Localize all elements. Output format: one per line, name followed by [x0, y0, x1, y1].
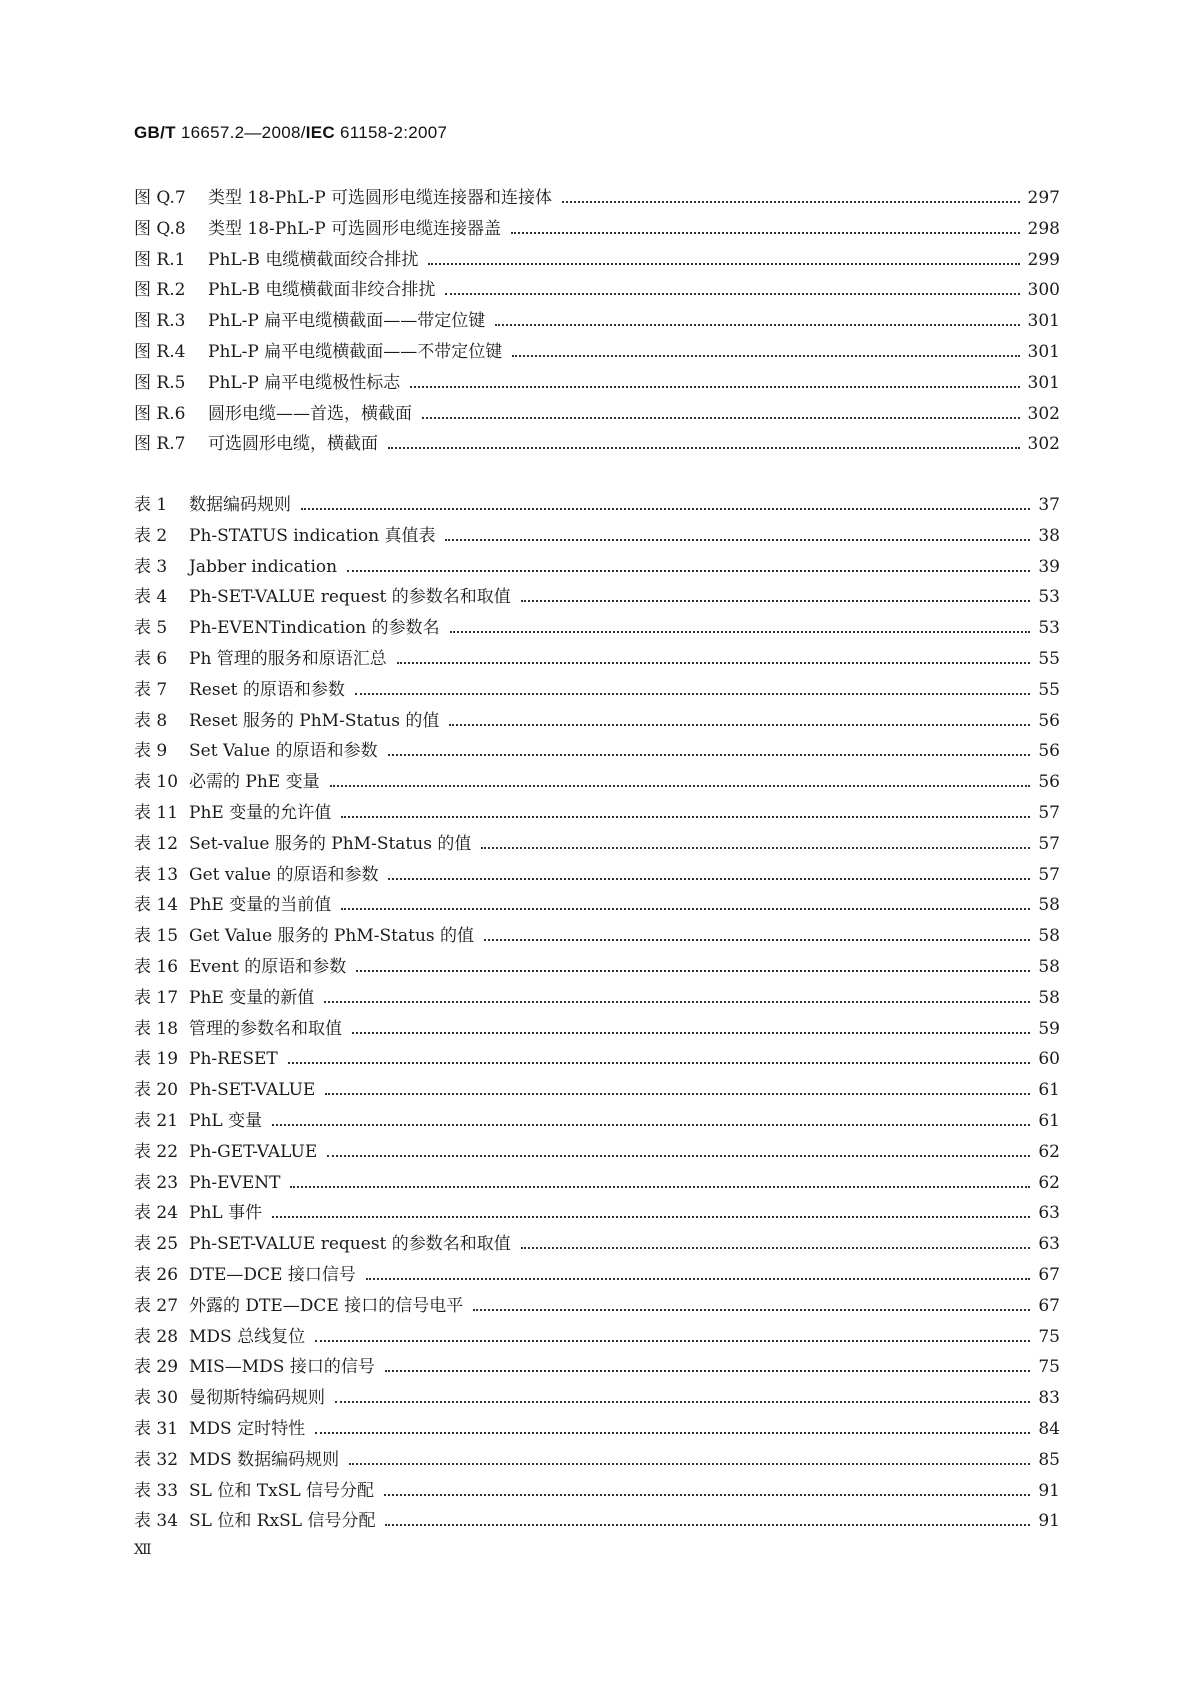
entry-page: 55: [1038, 679, 1060, 700]
entry-number: 表 1: [134, 495, 168, 515]
dot-leader: [410, 385, 1019, 388]
table-toc-entry[interactable]: [134, 552, 1060, 583]
entry-title: 类型 18-PhL-P 可选圆形电缆连接器和连接体: [208, 188, 553, 208]
entry-number: 表 27: [134, 1295, 179, 1316]
dot-leader: [288, 1061, 1030, 1064]
entry-title: PhE 变量的新值: [189, 987, 315, 1008]
entry-page: 300: [1027, 280, 1060, 301]
table-toc-entry[interactable]: [134, 644, 1060, 675]
dot-leader: [315, 1339, 1030, 1342]
entry-page: 84: [1038, 1418, 1060, 1439]
entry-title: MIS—MDS 接口的信号: [189, 1357, 375, 1378]
dot-leader: [290, 1185, 1030, 1188]
entry-page: 61: [1038, 1110, 1060, 1131]
table-toc-entry[interactable]: [134, 983, 1060, 1014]
entry-page: 83: [1038, 1388, 1060, 1409]
entry-page: 57: [1038, 802, 1060, 823]
entry-title: 可选圆形电缆，横截面: [208, 434, 378, 455]
entry-number: 表 11: [134, 802, 179, 823]
entry-title: Ph 管理的服务和原语汇总: [189, 648, 387, 669]
entry-number: 表 26: [134, 1264, 179, 1285]
entry-number: 表 13: [134, 864, 179, 885]
dot-leader: [347, 569, 1030, 572]
entry-page: 63: [1038, 1203, 1060, 1224]
document-header: [134, 123, 447, 143]
entry-number: 表 24: [134, 1203, 179, 1224]
entry-page: 297: [1027, 188, 1060, 208]
dot-leader: [445, 292, 1019, 295]
dot-leader: [512, 354, 1019, 357]
dot-leader: [562, 200, 1020, 203]
table-toc-entry[interactable]: [134, 1383, 1060, 1414]
entry-title: 必需的 PhE 变量: [189, 772, 320, 793]
entry-number: 图 R.4: [134, 341, 186, 362]
entry-page: 56: [1038, 741, 1060, 762]
iec-number: 61158-2:2007: [334, 123, 448, 142]
entry-page: 67: [1038, 1264, 1060, 1285]
table-toc-entry[interactable]: [134, 1291, 1060, 1322]
table-toc-entry[interactable]: [134, 1445, 1060, 1476]
entry-title: SL 位和 RxSL 信号分配: [189, 1511, 376, 1532]
entry-title: Set-value 服务的 PhM-Status 的值: [189, 833, 472, 854]
entry-title: DTE—DCE 接口信号: [189, 1264, 356, 1285]
entry-number: 表 29: [134, 1357, 179, 1378]
table-toc-entry[interactable]: [134, 490, 1060, 521]
dot-leader: [366, 1277, 1030, 1280]
entry-page: 301: [1027, 341, 1060, 362]
entry-page: 301: [1027, 311, 1060, 332]
table-toc-entry[interactable]: [134, 890, 1060, 921]
entry-title: Event 的原语和参数: [189, 956, 347, 977]
dot-leader: [327, 1154, 1030, 1157]
entry-title: SL 位和 TxSL 信号分配: [189, 1480, 375, 1501]
entry-title: Set Value 的原语和参数: [189, 741, 378, 762]
entry-title: Ph-SET-VALUE: [189, 1080, 316, 1101]
dot-leader: [349, 1462, 1030, 1465]
entry-title: 管理的参数名和取值: [189, 1018, 342, 1039]
table-toc-entry[interactable]: [134, 1106, 1060, 1137]
table-toc-entry[interactable]: [134, 921, 1060, 952]
dot-leader: [385, 1369, 1030, 1372]
entry-title: Get value 的原语和参数: [189, 864, 379, 885]
entry-number: 表 6: [134, 648, 168, 669]
table-toc-entry[interactable]: [134, 952, 1060, 983]
entry-page: 53: [1038, 587, 1060, 608]
entry-title: PhL-P 扁平电缆横截面——带定位键: [208, 311, 486, 332]
entry-title: PhE 变量的当前值: [189, 895, 332, 916]
dot-leader: [397, 661, 1030, 664]
dot-leader: [335, 1400, 1030, 1403]
dot-leader: [325, 1092, 1030, 1095]
page-number: Ⅻ: [134, 1542, 152, 1558]
entry-page: 302: [1027, 403, 1060, 424]
entry-number: 表 30: [134, 1388, 179, 1409]
standard-number: 16657.2—2008/: [175, 123, 306, 142]
entry-title: 数据编码规则: [189, 495, 291, 515]
entry-page: 85: [1038, 1449, 1060, 1470]
entry-page: 56: [1038, 772, 1060, 793]
entry-title: 类型 18-PhL-P 可选圆形电缆连接器盖: [208, 218, 502, 239]
entry-title: PhL 事件: [189, 1203, 263, 1224]
figure-toc-entry[interactable]: [134, 399, 1060, 430]
entry-number: 表 31: [134, 1418, 179, 1439]
table-toc-entry[interactable]: [134, 1198, 1060, 1229]
entry-title: MDS 数据编码规则: [189, 1449, 340, 1470]
entry-page: 57: [1038, 833, 1060, 854]
entry-number: 表 23: [134, 1172, 179, 1193]
figure-toc-entry[interactable]: [134, 214, 1060, 245]
entry-page: 53: [1038, 618, 1060, 639]
entry-page: 61: [1038, 1080, 1060, 1101]
dot-leader: [481, 846, 1030, 849]
entry-page: 55: [1038, 648, 1060, 669]
table-toc-entry[interactable]: [134, 767, 1060, 798]
figures-toc-list: [134, 183, 1060, 460]
entry-page: 57: [1038, 864, 1060, 885]
dot-leader: [356, 969, 1030, 972]
dot-leader: [388, 753, 1030, 756]
entry-page: 56: [1038, 710, 1060, 731]
dot-leader: [449, 723, 1030, 726]
entry-title: Get Value 服务的 PhM-Status 的值: [189, 926, 475, 947]
entry-title: Ph-STATUS indication 真值表: [189, 525, 436, 546]
standard-code: GB/T: [134, 123, 176, 142]
table-toc-entry[interactable]: [134, 1476, 1060, 1507]
entry-page: 91: [1038, 1480, 1060, 1501]
table-toc-entry[interactable]: [134, 1014, 1060, 1045]
dot-leader: [385, 1523, 1030, 1526]
entry-page: 62: [1038, 1141, 1060, 1162]
entry-number: 表 2: [134, 525, 168, 546]
entry-page: 62: [1038, 1172, 1060, 1193]
dot-leader: [521, 599, 1030, 602]
dot-leader: [428, 262, 1019, 265]
entry-number: 表 17: [134, 987, 179, 1008]
table-toc-entry[interactable]: [134, 736, 1060, 767]
dot-leader: [341, 815, 1030, 818]
entry-number: 表 9: [134, 741, 168, 762]
entry-title: PhL-B 电缆横截面绞合排扰: [208, 249, 419, 270]
dot-leader: [355, 692, 1030, 695]
entry-number: 图 Q.8: [134, 218, 186, 239]
entry-title: 外露的 DTE—DCE 接口的信号电平: [189, 1295, 464, 1316]
entry-page: 75: [1038, 1326, 1060, 1347]
figure-toc-entry[interactable]: [134, 429, 1060, 460]
entry-page: 67: [1038, 1295, 1060, 1316]
dot-leader: [473, 1308, 1030, 1311]
entry-page: 58: [1038, 956, 1060, 977]
entry-number: 表 32: [134, 1449, 179, 1470]
table-toc-entry[interactable]: [134, 1414, 1060, 1445]
entry-number: 表 18: [134, 1018, 179, 1039]
entry-number: 图 Q.7: [134, 188, 186, 208]
table-toc-entry[interactable]: [134, 860, 1060, 891]
table-toc-entry[interactable]: [134, 829, 1060, 860]
entry-number: 图 R.5: [134, 372, 186, 393]
entry-page: 63: [1038, 1234, 1060, 1255]
entry-number: 图 R.6: [134, 403, 186, 424]
entry-page: 301: [1027, 372, 1060, 393]
entry-number: 表 14: [134, 895, 179, 916]
entry-page: 58: [1038, 895, 1060, 916]
dot-leader: [315, 1431, 1030, 1434]
dot-leader: [511, 231, 1020, 234]
entry-number: 表 16: [134, 956, 179, 977]
entry-title: Ph-EVENTindication 的参数名: [189, 618, 440, 639]
entry-number: 表 15: [134, 926, 179, 947]
table-toc-entry[interactable]: [134, 1137, 1060, 1168]
entry-title: MDS 总线复位: [189, 1326, 306, 1347]
dot-leader: [301, 507, 1030, 510]
entry-number: 表 25: [134, 1234, 179, 1255]
entry-title: Ph-SET-VALUE request 的参数名和取值: [189, 587, 511, 608]
entry-number: 表 21: [134, 1110, 179, 1131]
entry-page: 75: [1038, 1357, 1060, 1378]
entry-title: Ph-SET-VALUE request 的参数名和取值: [189, 1234, 511, 1255]
entry-page: 302: [1027, 434, 1060, 455]
entry-title: 曼彻斯特编码规则: [189, 1388, 325, 1409]
entry-title: Jabber indication: [189, 556, 338, 577]
table-toc-entry[interactable]: [134, 798, 1060, 829]
dot-leader: [324, 1000, 1030, 1003]
dot-leader: [272, 1215, 1030, 1218]
dot-leader: [484, 938, 1030, 941]
entry-number: 表 22: [134, 1141, 179, 1162]
table-toc-entry[interactable]: [134, 582, 1060, 613]
table-toc-entry[interactable]: [134, 1260, 1060, 1291]
entry-title: MDS 定时特性: [189, 1418, 306, 1439]
entry-page: 299: [1027, 249, 1060, 270]
entry-number: 图 R.2: [134, 280, 186, 301]
entry-page: 38: [1038, 525, 1060, 546]
entry-number: 表 20: [134, 1080, 179, 1101]
entry-number: 图 R.7: [134, 434, 186, 455]
entry-title: Reset 服务的 PhM-Status 的值: [189, 710, 440, 731]
figure-toc-entry[interactable]: [134, 275, 1060, 306]
dot-leader: [272, 1123, 1030, 1126]
entry-title: Ph-EVENT: [189, 1172, 281, 1193]
entry-title: Reset 的原语和参数: [189, 679, 345, 700]
entry-number: 表 3: [134, 556, 168, 577]
table-toc-entry[interactable]: [134, 1352, 1060, 1383]
entry-title: PhE 变量的允许值: [189, 802, 332, 823]
table-toc-entry[interactable]: [134, 1168, 1060, 1199]
entry-page: 39: [1038, 556, 1060, 577]
entry-page: 58: [1038, 926, 1060, 947]
entry-title: PhL-B 电缆横截面非绞合排扰: [208, 280, 436, 301]
table-toc-entry[interactable]: [134, 521, 1060, 552]
entry-title: PhL 变量: [189, 1110, 263, 1131]
dot-leader: [388, 877, 1030, 880]
table-toc-entry[interactable]: [134, 1506, 1060, 1537]
dot-leader: [450, 630, 1030, 633]
table-toc-entry[interactable]: [134, 613, 1060, 644]
entry-number: 表 7: [134, 679, 168, 700]
entry-title: Ph-RESET: [189, 1049, 278, 1070]
dot-leader: [341, 907, 1030, 910]
tables-toc-list: [134, 490, 1060, 1537]
dot-leader: [422, 416, 1020, 419]
entry-number: 表 19: [134, 1049, 179, 1070]
entry-number: 图 R.3: [134, 311, 186, 332]
dot-leader: [330, 784, 1030, 787]
entry-page: 37: [1038, 495, 1060, 515]
dot-leader: [352, 1031, 1030, 1034]
entry-number: 表 8: [134, 710, 168, 731]
entry-page: 298: [1027, 218, 1060, 239]
entry-page: 58: [1038, 987, 1060, 1008]
entry-number: 表 28: [134, 1326, 179, 1347]
dot-leader: [384, 1493, 1030, 1496]
entry-number: 表 33: [134, 1480, 179, 1501]
table-toc-entry[interactable]: [134, 1229, 1060, 1260]
entry-title: PhL-P 扁平电缆横截面——不带定位键: [208, 341, 503, 362]
table-toc-entry[interactable]: [134, 1075, 1060, 1106]
table-toc-entry[interactable]: [134, 1322, 1060, 1353]
dot-leader: [388, 446, 1020, 449]
entry-title: 圆形电缆——首选，横截面: [208, 403, 412, 424]
iec-code: IEC: [305, 123, 335, 142]
entry-number: 表 12: [134, 833, 179, 854]
dot-leader: [495, 323, 1019, 326]
figure-toc-entry[interactable]: [134, 306, 1060, 337]
entry-page: 91: [1038, 1511, 1060, 1532]
entry-page: 60: [1038, 1049, 1060, 1070]
entry-number: 表 5: [134, 618, 168, 639]
figure-toc-entry[interactable]: [134, 337, 1060, 368]
figure-toc-entry[interactable]: [134, 368, 1060, 399]
table-toc-entry[interactable]: [134, 706, 1060, 737]
entry-title: PhL-P 扁平电缆极性标志: [208, 372, 401, 393]
table-toc-entry[interactable]: [134, 675, 1060, 706]
figure-toc-entry[interactable]: [134, 245, 1060, 276]
entry-page: 59: [1038, 1018, 1060, 1039]
entry-number: 图 R.1: [134, 249, 186, 270]
entry-number: 表 34: [134, 1511, 179, 1532]
table-toc-entry[interactable]: [134, 1044, 1060, 1075]
entry-number: 表 4: [134, 587, 168, 608]
figure-toc-entry[interactable]: [134, 183, 1060, 214]
entry-title: Ph-GET-VALUE: [189, 1141, 318, 1162]
dot-leader: [445, 538, 1030, 541]
entry-number: 表 10: [134, 772, 179, 793]
dot-leader: [521, 1246, 1030, 1249]
